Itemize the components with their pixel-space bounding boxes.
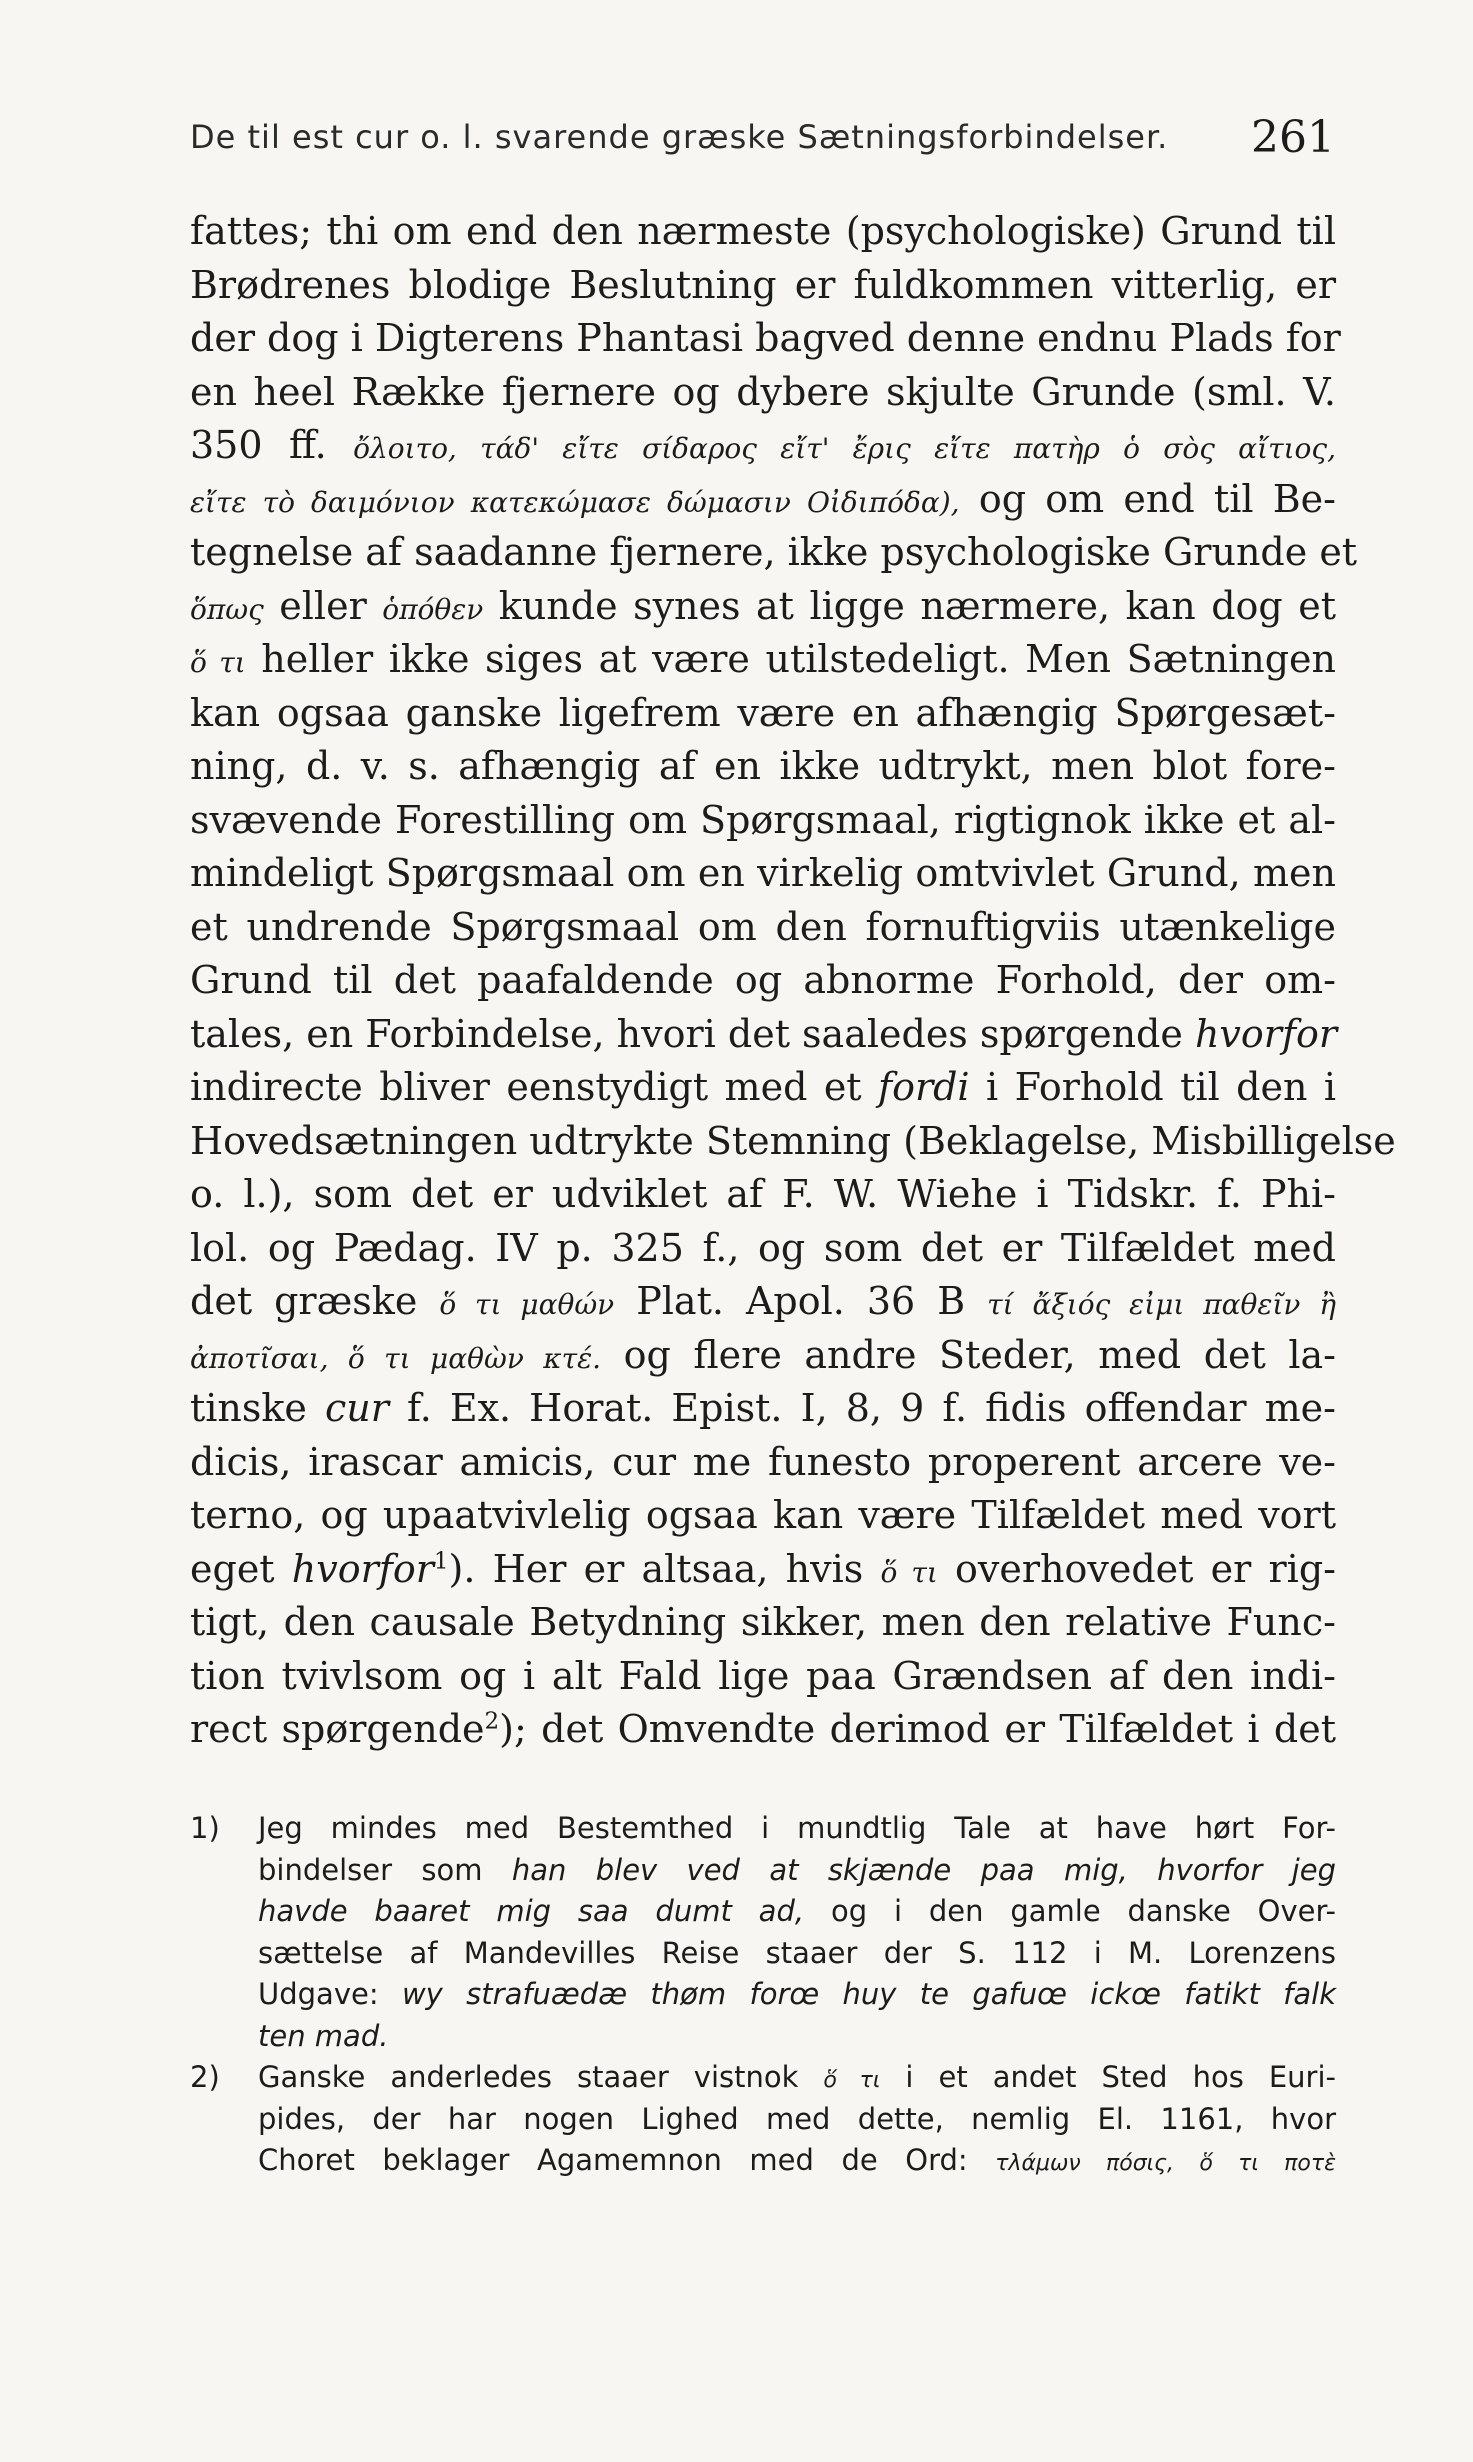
text-run: Jeg mindes med Bestemthed i mundtlig Tale at have hørt For- [258,1811,1336,1845]
text-line [190,1168,1336,1222]
text-run: lol. og Pædag. IV p. 325 f., og som det er Tilfældet med [190,1225,1336,1270]
text-line [190,1275,1336,1329]
text-run: og i den gamle danske Over- [804,1894,1337,1928]
text-run: og flere andre Steder, med det la- [601,1332,1336,1377]
text-line [190,473,1336,527]
text-line [190,1222,1336,1276]
text-run: sættelse af Mandevilles Reise staaer der S. 112 i M. Lorenzens [258,1935,1336,1970]
footnote-marker: 1) [190,1811,220,1845]
text-run: kunde synes at ligge nærmere, kan dog et [483,583,1336,628]
text-line [190,1543,1336,1597]
page-number: 261 [1251,112,1335,163]
text-run: o. l.), som det er udviklet af F. W. Wiehe i Tidskr. f. Phi- [190,1172,1336,1216]
text-line [190,1703,1336,1757]
italic-text: hvorfor [1194,1011,1338,1056]
text-line [190,366,1336,420]
text-line [190,1008,1336,1062]
text-line [190,419,1336,473]
footnote-line [190,1933,1336,1975]
italic-text: han blev ved at skjænde paa mig, hvorfor jeg [511,1852,1336,1887]
italic-text: cur [325,1386,389,1430]
text-run: i Forhold til den i [969,1065,1336,1109]
text-line [190,687,1336,741]
footnote-reference: 1 [433,1547,449,1574]
footnote-marker: 2) [190,2060,220,2094]
text-line [190,1382,1336,1436]
text-run: Ganske anderledes staaer vistnok [258,2060,824,2094]
footnote-start-line [190,2057,1336,2099]
text-run: Choret beklager Agamemnon med de Ord: [258,2143,996,2177]
text-run: tegnelse af saadanne fjernere, ikke psychologiske Grunde et [190,530,1358,574]
text-run: eller [263,583,383,628]
greek-text: τλάμων πόσις, ὅ τι ποτὲ [995,2151,1336,2176]
text-line [190,954,1336,1008]
text-run: en heel Række fjernere og dybere skjulte Grunde (sml. V. [190,369,1336,414]
greek-text: ὅ τι [880,1555,938,1589]
greek-text: εἴτε τὸ δαιμόνιον κατεκώμασε δώμασιν Οἰδιπόδα), [190,485,960,519]
text-run: overhovedet er rig- [937,1546,1336,1591]
footnote-line [190,2140,1336,2182]
text-run: heller ikke siges at være utilstedeligt. Men Sætningen [245,637,1336,681]
text-run: ning, d. v. s. afhængig af en ikke udtrykt, men blot fore- [190,744,1336,788]
text-run: et undrende Spørgsmaal om den fornuftigviis utænkelige [190,904,1336,949]
text-line [190,580,1336,634]
text-line [190,1650,1336,1704]
greek-text: ὅπως [190,592,264,626]
text-run: ). Her er altsaa, hvis [448,1546,881,1591]
text-run: Grund til det paafaldende og abnorme Forhold, der om- [190,958,1336,1002]
footnote-line [190,2099,1336,2141]
italic-text: havde baaret mig saa dumt ad, [258,1894,805,1928]
footnotes [190,1808,1336,2182]
greek-text: ὅ τι [190,646,246,679]
text-run: tigt, den causale Betydning sikker, men den relative Func- [190,1600,1336,1644]
text-run: det græske [190,1279,440,1323]
text-run: terno, og upaatvivlelig ogsaa kan være Tilfældet med vort [190,1493,1336,1537]
text-line [190,312,1341,366]
greek-text: ἀποτῖσαι, ὅ τι μαθὼν κτέ. [190,1341,601,1375]
page-header [0,112,1473,172]
text-run: mindeligt Spørgsmaal om en virkelig omtvivlet Grund, men [190,851,1336,895]
text-line [190,1115,1396,1169]
body-text [190,205,1396,1757]
text-run: dicis, irascar amicis, cur me funesto properent arcere ve- [190,1439,1336,1484]
text-run: bindelser som [258,1852,512,1887]
text-run: der dog i Digterens Phantasi bagved denne endnu Plads for [190,316,1341,360]
text-line [190,259,1336,313]
text-line [190,847,1336,901]
text-run: svævende Forestilling om Spørgsmaal, rigtignok ikke et al- [190,797,1336,842]
footnote-line [190,1850,1336,1892]
greek-text: ὁπόθεν [382,592,484,626]
text-line [190,1061,1336,1115]
greek-text: ὄλοιτο, τάδ' εἴτε σίδαρος εἴτ' ἔρις εἴτε πατὴρ ὁ σὸς αἴτιος, [353,432,1336,465]
greek-text: ὅ τι μαθών [439,1288,615,1321]
running-title: De til est cur o. l. svarende græske Sætningsforbindelser. [190,118,1169,156]
greek-text: ὅ τι [823,2068,881,2093]
text-run: tales, en Forbindelse, hvori det saaledes spørgende [190,1011,1195,1056]
text-line [190,633,1336,687]
text-run: Brødrenes blodige Beslutning er fuldkommen vitterlig, er [190,262,1336,307]
text-run: og om end til Be- [959,476,1336,521]
footnote-line [190,1974,1336,2016]
text-line [190,794,1336,848]
italic-text: fordi [878,1065,970,1109]
greek-text: τί ἄξιός εἰμι παθεῖν ἢ [987,1288,1336,1321]
text-run: f. Ex. Horat. Epist. I, 8, 9 f. fidis offendar me- [388,1386,1336,1430]
italic-text: wy strafuædæ thøm forœ huy te gafuœ ickœ fatikt falk [401,1977,1336,2011]
footnote-line [190,2016,1336,2058]
text-line [190,1489,1336,1543]
text-line [190,901,1336,955]
text-run: tion tvivlsom og i alt Fald lige paa Grændsen af den indi- [190,1653,1336,1698]
footnote-reference: 2 [484,1708,500,1735]
text-run: tinske [190,1386,325,1430]
footnote-start-line [190,1808,1336,1850]
text-run: rect spørgende [190,1707,485,1751]
text-line [190,1596,1336,1650]
text-line [190,526,1358,580]
text-run: indirecte bliver eenstydigt med et [190,1065,878,1109]
text-run: fattes; thi om end den nærmeste (psychologiske) Grund til [190,209,1336,253]
text-run: 350 ff. [190,423,354,467]
text-line [190,1436,1336,1490]
text-run: eget [190,1546,292,1591]
text-run: pides, der har nogen Lighed med dette, nemlig El. 1161, hvor [258,2101,1336,2136]
text-run: kan ogsaa ganske ligefrem være en afhængig Spørgesæt- [190,690,1336,735]
text-run: Plat. Apol. 36 B [614,1279,988,1323]
italic-text: ten mad. [258,2018,389,2053]
footnote-line [190,1891,1336,1933]
text-run: Udgave: [258,1977,402,2011]
italic-text: hvorfor [291,1546,434,1591]
text-run: ); det Omvendte derimod er Tilfældet i det [499,1707,1336,1751]
text-line [190,205,1336,259]
text-line [190,740,1336,794]
text-line [190,1329,1336,1383]
text-run: i et andet Sted hos Euri- [880,2060,1336,2094]
text-run: Hovedsætningen udtrykte Stemning (Beklagelse, Misbilligelse [190,1118,1396,1163]
